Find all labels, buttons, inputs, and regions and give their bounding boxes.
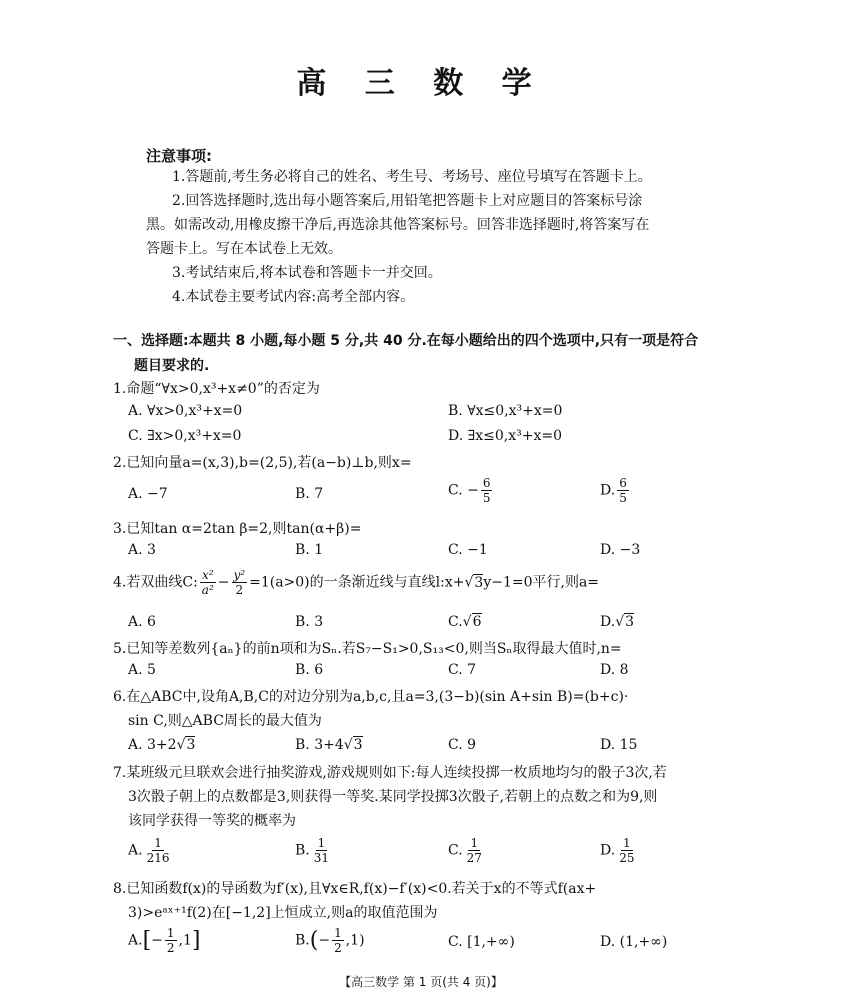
question-7-line-2: 3次骰子朝上的点数都是3,则获得一等奖.某同学投掷3次骰子,若朝上的点数之和为9,则 [128, 789, 658, 805]
fraction [145, 836, 172, 865]
question-7-option-a [128, 836, 173, 865]
notice-item-3: 3.考试结束后,将本试卷和答题卡一并交回。 [172, 265, 442, 281]
question-8-line-1: 8.已知函数f(x)的导函数为f′(x),且∀x∈R,f(x)−f′(x)<0.若关于x的不等式f(ax+ [113, 881, 597, 897]
question-6-option-c: C. 9 [448, 737, 477, 753]
right-bracket: ] [191, 928, 201, 953]
question-2-option-c [448, 476, 494, 505]
question-6-option-b: B. 3+4√3 [295, 737, 363, 753]
question-5-option-a: A. 5 [128, 662, 156, 678]
option-label: C. [448, 614, 463, 630]
stem-suffix: y−1=0平行,则a= [483, 574, 600, 591]
numerator: 1 [166, 926, 175, 940]
question-2-option-a: A. −7 [128, 486, 168, 502]
fraction [481, 476, 493, 505]
question-5-option-c: C. 7 [448, 662, 477, 678]
question-1-option-b: B. ∀x≤0,x³+x=0 [448, 403, 563, 419]
question-6-line-2: sin C,则△ABC周长的最大值为 [128, 713, 322, 729]
notice-item-2-line-1: 2.回答选择题时,选出每小题答案后,用铅笔把答题卡上对应题目的答案标号涂 [172, 193, 643, 209]
denominator: 27 [466, 851, 482, 865]
notice-item-2-line-3: 答题卡上。写在本试卷上无效。 [146, 241, 342, 257]
question-3-option-c: C. −1 [448, 542, 488, 558]
denominator: a² [201, 583, 214, 597]
option-label: D. [600, 482, 616, 499]
question-4-stem: 4.若双曲线C: $\frac{\text{x²}}{\text{a²}}$ − $\frac{\text{y²}}{2}$ =1(a>0)的一条渐近线与直线l:x+√3y−1=0平行,则a= [113, 568, 600, 597]
question-8-option-c: C. [1,+∞) [448, 934, 515, 950]
denominator: 5 [619, 491, 627, 505]
denominator: 5 [482, 491, 491, 505]
question-2-option-b: B. 7 [295, 486, 324, 502]
question-8-option-a [128, 926, 200, 955]
left-paren: ( [309, 928, 319, 953]
minus-sign: − [151, 932, 163, 949]
sqrt-radicand: 3 [474, 574, 484, 591]
minus-sign: − [217, 574, 230, 591]
page-footer: 【高三数学 第 1 页(共 4 页)】 [339, 975, 503, 989]
interval-tail: ,1) [345, 932, 365, 949]
fraction [617, 836, 636, 865]
question-7-option-b [295, 836, 333, 865]
notice-item-4: 4.本试卷主要考试内容:高考全部内容。 [172, 289, 415, 305]
option-label: D. [600, 614, 616, 630]
question-3-option-b: B. 1 [295, 542, 324, 558]
page-title: 高 三 数 学 [296, 66, 546, 101]
question-6-option-d: D. 15 [600, 737, 638, 753]
numerator: 1 [470, 836, 479, 850]
option-label: D. [600, 842, 616, 859]
notice-item-2-line-2: 黑。如需改动,用橡皮擦干净后,再选涂其他答案标号。回答非选择题时,将答案写在 [146, 217, 650, 233]
question-6-option-a: A. 3+2√3 [128, 737, 196, 753]
question-3-option-a: A. 3 [128, 542, 156, 558]
section-heading-line-2: 题目要求的. [134, 358, 210, 374]
numerator: 6 [482, 476, 491, 490]
denominator: 216 [146, 851, 170, 865]
option-label: B. [295, 932, 310, 949]
numerator: 1 [623, 836, 631, 850]
denominator: 2 [235, 583, 244, 597]
option-label: C. − [448, 482, 479, 499]
fraction [465, 836, 484, 865]
question-2-option-d [600, 476, 631, 505]
question-5-option-d: D. 8 [600, 662, 629, 678]
sqrt-radicand: 3 [186, 737, 196, 753]
numerator: 1 [154, 836, 162, 850]
question-8-option-d: D. (1,+∞) [600, 934, 668, 950]
question-1-option-c: C. ∃x>0,x³+x=0 [128, 428, 242, 444]
denominator: 31 [313, 851, 330, 865]
option-label: B. [295, 842, 310, 859]
question-6-line-1: 6.在△ABC中,设角A,B,C的对边分别为a,b,c,且a=3,(3−b)(sin A+sin B)=(b+c)· [113, 689, 629, 705]
question-8-option-b [295, 926, 365, 955]
fraction-y2-2 [232, 568, 248, 597]
sqrt-radicand: 3 [625, 614, 635, 630]
option-label: B. 3+4 [295, 737, 344, 753]
question-4-option-c: C.√6 [448, 614, 482, 630]
notice-heading: 注意事项: [146, 147, 212, 165]
question-3-option-d: D. −3 [600, 542, 641, 558]
numerator: 1 [317, 836, 326, 850]
option-label: A. [128, 932, 143, 949]
sqrt-radicand: 6 [472, 614, 482, 630]
option-label: A. [128, 842, 143, 859]
section-heading-line-1: 一、选择题:本题共 8 小题,每小题 5 分,共 40 分.在每小题给出的四个选项中,只有一项是符合 [113, 333, 699, 349]
denominator: 2 [166, 941, 175, 955]
question-7-option-c [448, 836, 486, 865]
numerator: 1 [334, 926, 342, 940]
numerator: y² [233, 568, 246, 582]
question-4-option-a: A. 6 [128, 614, 156, 630]
question-7-option-d [600, 836, 638, 865]
denominator: 25 [619, 851, 635, 865]
question-5-stem: 5.已知等差数列{aₙ}的前n项和为Sₙ.若S₇−S₁>0,S₁₃<0,则当Sₙ取得最大值时,n= [113, 641, 622, 657]
fraction [165, 926, 177, 955]
left-bracket: [ [142, 928, 152, 953]
question-7-line-1: 7.某班级元旦联欢会进行抽奖游戏,游戏规则如下:每人连续投掷一枚质地均匀的骰子3次,若 [113, 765, 667, 781]
question-4-option-d: D.√3 [600, 614, 635, 630]
option-label: A. 3+2 [128, 737, 177, 753]
question-1-stem: 1.命题“∀x>0,x³+x≠0”的否定为 [113, 381, 320, 397]
numerator: 6 [619, 476, 627, 490]
fraction [332, 926, 344, 955]
sqrt-radicand: 3 [353, 737, 363, 753]
numerator: x² [201, 568, 214, 582]
fraction [617, 476, 629, 505]
question-8-line-2: 3)>eᵃˣ⁺¹f(2)在[−1,2]上恒成立,则a的取值范围为 [128, 905, 438, 921]
interval-tail: ,1 [178, 932, 192, 949]
question-5-option-b: B. 6 [295, 662, 324, 678]
question-1-option-a: A. ∀x>0,x³+x=0 [128, 403, 243, 419]
option-label: C. [448, 842, 463, 859]
question-2-stem: 2.已知向量a=(x,3),b=(2,5),若(a−b)⊥b,则x= [113, 455, 412, 471]
stem-middle: =1(a>0)的一条渐近线与直线l:x+ [249, 574, 465, 591]
question-4-option-b: B. 3 [295, 614, 324, 630]
notice-item-1: 1.答题前,考生务必将自己的姓名、考生号、考场号、座位号填写在答题卡上。 [172, 169, 652, 185]
minus-sign: − [318, 932, 331, 949]
question-3-stem: 3.已知tan α=2tan β=2,则tan(α+β)= [113, 521, 362, 537]
denominator: 2 [334, 941, 342, 955]
question-1-option-d: D. ∃x≤0,x³+x=0 [448, 428, 562, 444]
stem-prefix: 4.若双曲线C: [113, 574, 198, 591]
fraction-x2-a2 [200, 568, 216, 597]
fraction [312, 836, 331, 865]
question-7-line-3: 该同学获得一等奖的概率为 [128, 813, 296, 829]
